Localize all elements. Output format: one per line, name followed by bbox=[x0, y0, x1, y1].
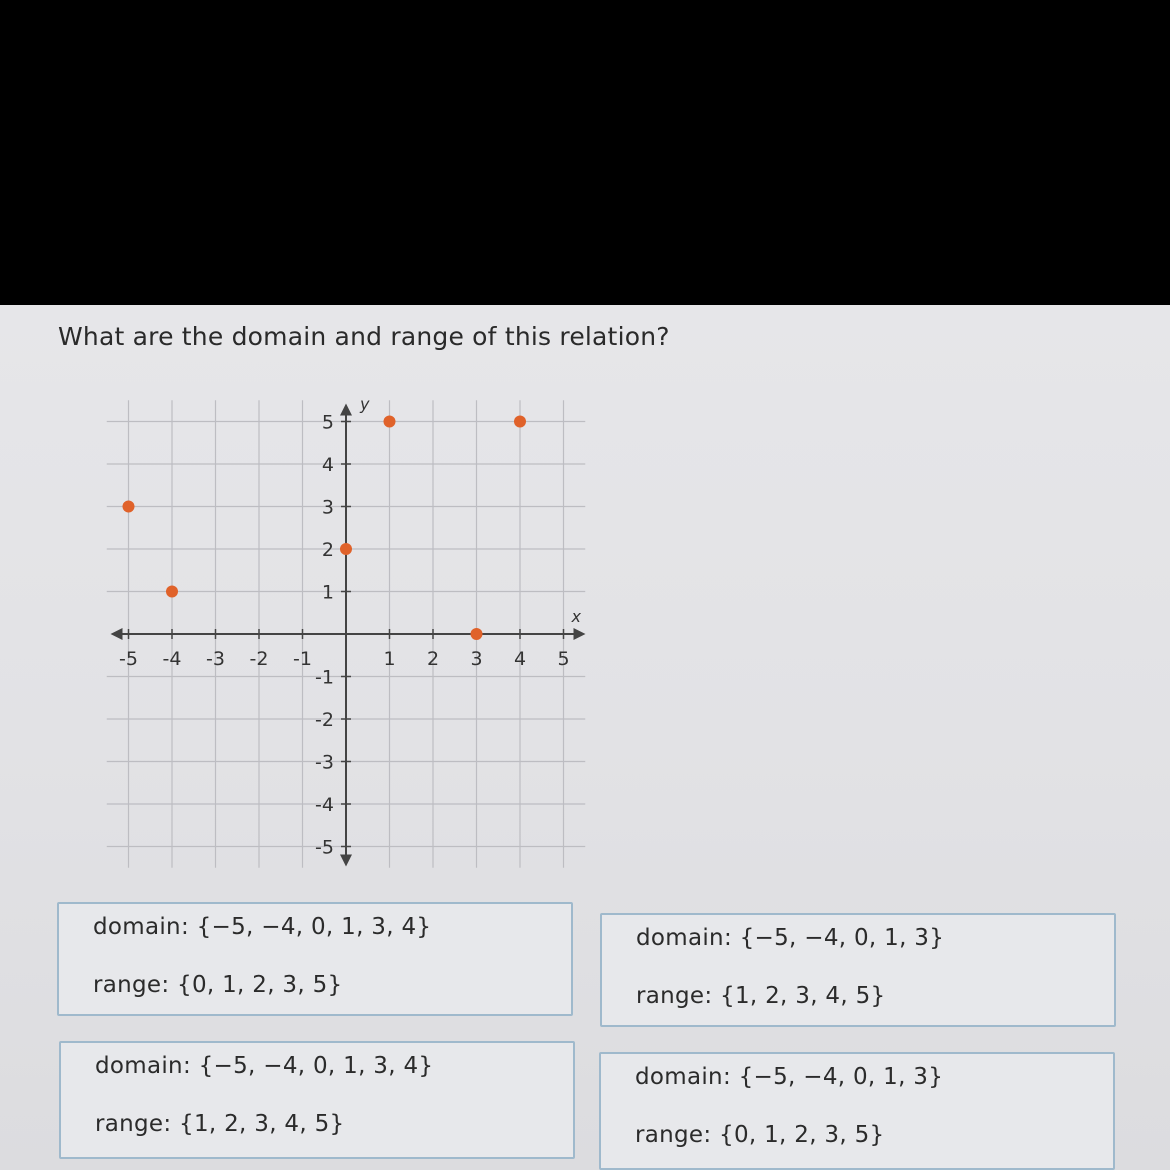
answer-choice-b[interactable] bbox=[600, 913, 1116, 1027]
y-tick-label: 5 bbox=[321, 411, 334, 434]
y-tick-label: 4 bbox=[321, 454, 334, 476]
x-tick-label: -4 bbox=[162, 648, 182, 670]
x-axis-arrow-right bbox=[574, 628, 586, 640]
axes bbox=[111, 395, 586, 867]
data-point bbox=[123, 501, 135, 513]
y-tick-label: -1 bbox=[315, 666, 334, 689]
data-point bbox=[384, 416, 396, 428]
question-text: What are the domain and range of this relation? bbox=[58, 322, 670, 351]
x-tick-label: -3 bbox=[206, 648, 225, 670]
x-tick-label: 3 bbox=[470, 648, 483, 670]
choice-d-range: range: {0, 1, 2, 3, 5} bbox=[635, 1122, 885, 1148]
y-tick-label: -5 bbox=[315, 836, 334, 859]
x-tick-label: -2 bbox=[249, 648, 269, 670]
x-tick-label: 1 bbox=[383, 648, 396, 670]
data-point bbox=[340, 543, 352, 555]
x-axis-arrow-left bbox=[111, 628, 123, 640]
x-tick-label: 4 bbox=[513, 648, 527, 670]
y-axis-label: y bbox=[360, 394, 370, 414]
plotted-points bbox=[123, 416, 527, 641]
y-tick-label: -4 bbox=[315, 794, 334, 816]
y-tick-label: 3 bbox=[321, 496, 334, 519]
choice-b-domain: domain: {−5, −4, 0, 1, 3} bbox=[636, 925, 945, 951]
data-point bbox=[471, 628, 483, 640]
choice-b-range: range: {1, 2, 3, 4, 5} bbox=[636, 983, 886, 1009]
x-axis-label: x bbox=[571, 607, 581, 626]
choice-c-range: range: {1, 2, 3, 4, 5} bbox=[95, 1111, 345, 1137]
choice-c-domain: domain: {−5, −4, 0, 1, 3, 4} bbox=[95, 1053, 434, 1079]
data-point bbox=[166, 586, 178, 598]
answer-choice-d[interactable] bbox=[599, 1052, 1115, 1170]
x-tick-label: 2 bbox=[426, 648, 440, 670]
x-tick-label: 5 bbox=[557, 648, 570, 670]
data-point bbox=[514, 416, 526, 428]
coordinate-plane-graph bbox=[96, 380, 596, 880]
x-tick-label: -1 bbox=[293, 648, 312, 670]
y-axis-arrow-down bbox=[340, 855, 352, 867]
y-tick-label: -3 bbox=[315, 751, 334, 774]
y-tick-label: 1 bbox=[321, 581, 334, 604]
x-tick-label: -5 bbox=[119, 648, 138, 670]
choice-d-domain: domain: {−5, −4, 0, 1, 3} bbox=[635, 1064, 944, 1090]
choice-a-range: range: {0, 1, 2, 3, 5} bbox=[93, 972, 343, 998]
y-tick-label: 2 bbox=[321, 539, 334, 561]
y-tick-label: -2 bbox=[315, 709, 334, 731]
answer-choice-c[interactable] bbox=[59, 1041, 575, 1159]
y-axis-arrow-up bbox=[340, 404, 352, 416]
choice-a-domain: domain: {−5, −4, 0, 1, 3, 4} bbox=[93, 914, 432, 940]
answer-choice-a[interactable] bbox=[57, 902, 573, 1016]
